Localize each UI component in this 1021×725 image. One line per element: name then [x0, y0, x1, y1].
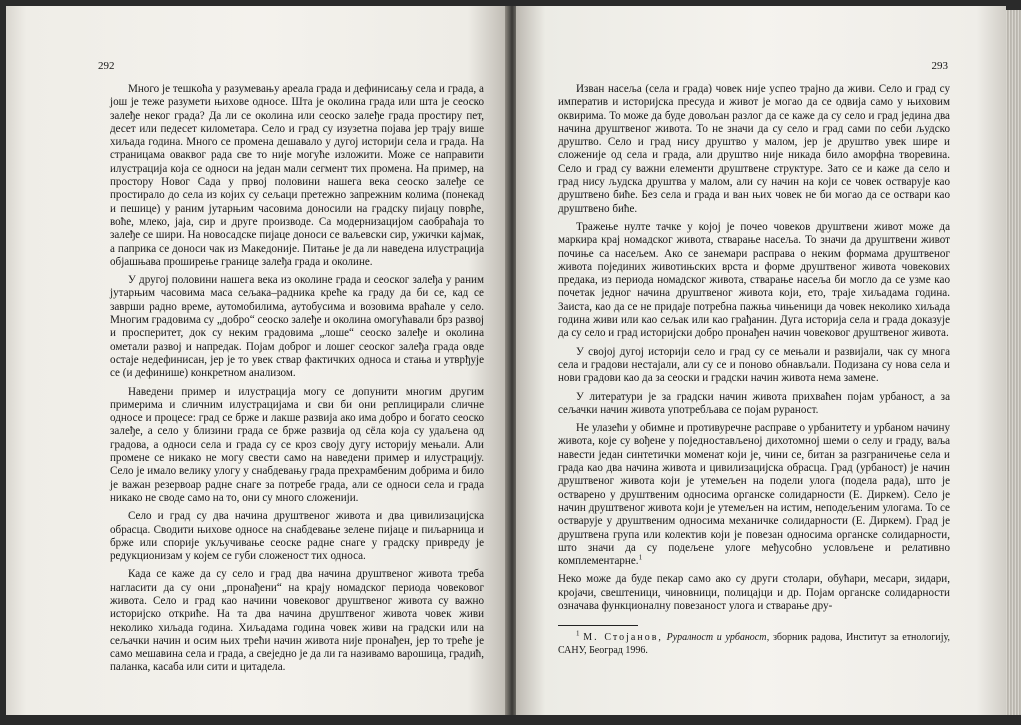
paragraph: У својој дугој историји село и град су се мењали и развијали, чак су многа села и градови нестајали, али су се и поново обнављали. Подизана су нова села и нови градови као да за сеоски и градски начин живота нема замене.	[558, 345, 950, 385]
footnote-reference: 1	[638, 553, 643, 562]
right-page	[516, 6, 1006, 715]
paragraph: Наведени пример и илустрација могу се допунити многим другим примерима и сличним илустрацијама и сви би они реплицирали сличне односе и процесе: град се брже и лакше развија ако има добро и богато сеоско залеђе, а село у близини града се брже развија од сёла која су удаљена од градова, а односи села и града су се кроз своју дугу историју мењали. Али промене се никако не могу свести само на наведени пример и илустрацију. Село је имало велику улогу у снабдевању града прехрамбеним добрима и било је важан резервоар радне снаге за потребе града, али се односи села и града никако не своде само на то, они су много сложенији.	[110, 385, 484, 504]
paragraph: Када се каже да су село и град два начина друштвеног живота треба нагласити да су они „пронађени“ на крају номадског периода човековог живота. Село и град као начини човековог друштвеног живота су важно историјско откриће. На та два начина друштвеног живота човек живи неколико хиљада година. Хиљадама година човек живи на градски или на сељачки начин и осим њих трећи начин живота није пронађен, јер то треће је само мешавина села и града, а свеједно је да ли га називамо варошица, градић, паланка, касаба или сити и цитадела.	[110, 568, 484, 674]
paragraph-text: Не улазећи у обимне и противуречне расправе о урбанитету и урбаном начину живота, које су вођене у поједностављеној дихотомној шеми о селу и граду, ваља навести један синтетички моменат који је, чини се, битан за разграничење села и града као два начина живота и цивилизацијска обрасца. Град (урбаност) је начин друштвеног живота који је утемељен на подели улога (подела рада), што је остварено у друштвеним односима органске солидарности (Е. Диркем). Село је начин друштвеног живота који је утемељен на истим, неподељеним улогама. То се остварује у друштвеним односима механичке солидарности (Е. Диркем). Град је друштвена група или колектив који је повезан односима органске солидарности, што значи да су подељене улоге међусобно условљене и релативно комплементарне.	[558, 422, 950, 568]
paragraph: Тражење нулте тачке у којој је почео човеков друштвени живот може да маркира крај номадског живота, стварање насеља. То значи да друштвени живот почиње са насељем. Ако се занемари расправа о неким формама друштвеног живота појединих животињских врста и форме друштвеног живота човекових предака, из периода номадског живота, стварање насеља би могло да се узме као почетак једног начина друштвеног живота који, ето, траје хиљадама година. Заиста, као да се не придаје потребна пажња чињеници да човек неколико хиљада година живи или као сељак или као грађанин. Дуга историја села и града доказује да су село и град историјски добро пронађен начин човековог друштвеног живота.	[558, 220, 950, 340]
left-page-text	[110, 83, 484, 680]
paragraph: Неко може да буде пекар само ако су други столари, обућари, месари, зидари, кројачи, свештеници, чиновници, полицајци и др. Појам органске солидарности означава функционалну повезаност улога и стварање дру-	[558, 573, 950, 612]
paragraph: Село и град су два начина друштвеног живота и два цивилизацијска обрасца. Сводити њихове односе на снабдевање зелене пијаце и пиљарница и брже или спорије укључивање сеоске радне снаге у градску привреду је редукционизам у којем се губи сложеност тих односа.	[110, 510, 484, 563]
footnote-marker: 1	[576, 629, 580, 638]
paragraph: Изван насеља (села и града) човек није успео трајно да живи. Село и град су императив и историјска пресуда и живот је могао да се одвија само у њиховим оквирима. То може да буде довољан разлог да се каже да су село и град једина два начина друштвеног живота. То не значи да су село и град сами по себи људско друштво. Село и град нису друштво у малом, јер је друштво увек шире и сложеније од села и града, али друштво није никада било аморфна творевина. Село и град су важни елементи друштвене структуре. Зато се и каже да село и град нису људска друштва у малом, али су начин на који се човек остварује као друштвено биће. Без села и града и ван њих човек не би могао да се оствари као друштвено биће.	[558, 83, 950, 215]
page-stack-edge	[1006, 10, 1021, 715]
footnote-divider	[558, 625, 638, 626]
footnote-details: зборник радова, Институт за етнологију, САНУ, Београд 1996.	[558, 632, 950, 656]
footnote	[558, 629, 950, 657]
footnote-author: М. Стојанов,	[583, 632, 663, 644]
right-page-text	[558, 83, 950, 657]
left-page	[6, 6, 508, 715]
paragraph	[558, 422, 950, 568]
paragraph: У другој половини нашега века из околине града и сеоског залеђа у раним јутарњим часовима маса сељака–радника креће ка граду да би се, кад се заврши радно време, аутомобилима, аутобусима и возовима враћале у село. Многим градовима су „добро“ сеоско залеђе и околина омогућавали брз развој и просперитет, док су неким градовима „лоше“ сеоско залеђе и околина ометали развој и напредак. Појам доброг и лошег сеоског залеђа града овде остаје недефинисан, јер је то увек ствар фактичких односа и стања и утврђује се (и дефинише) конкретном анализом.	[110, 274, 484, 380]
page-number-right: 293	[931, 60, 948, 72]
page-number-left: 292	[98, 60, 115, 72]
paragraph: Много је тешкoћа у разумевању ареала града и дефинисању села и града, а још је теже разумети њихове односе. Шта је околина града или шта је сеоско залеђе неког града? Да ли се околина или сеоско залеђе града простиру пет, десет или педесет километара. Село и град су изузетна појава јер трају више хиљада година. Много се промена дешавало у дугој историји села и града. На страницама оваквог рада све то није могуће изложити. Може се направити илустрација која се односи на један мали сегмент тих промена. На пример, на простору Новог Сада у првој половини нашега века сеоско залеђе се простирало до села из којих су сељаци претежно запрежним колима (понекад и пешице) у раним јутарњим часовима доносили на градску пијацу поврће, воће, млеко, јаја, сир и друге производе. Са модернизацијом саобраћаја то залеђе се шири. На новосадске пијаце доноси се ваљевски сир, ужички кајмак, а паприка се доноси чак из Македоније. Питање је да ли наведена илустрација објашњава проширење границе залеђа града и околине.	[110, 83, 484, 268]
paragraph: У литератури је за градски начин живота прихваћен појам урбаност, а за сељачки начин живота употребљава се појам рураност.	[558, 390, 950, 416]
footnote-title: Руралност и урбаност,	[666, 632, 770, 644]
